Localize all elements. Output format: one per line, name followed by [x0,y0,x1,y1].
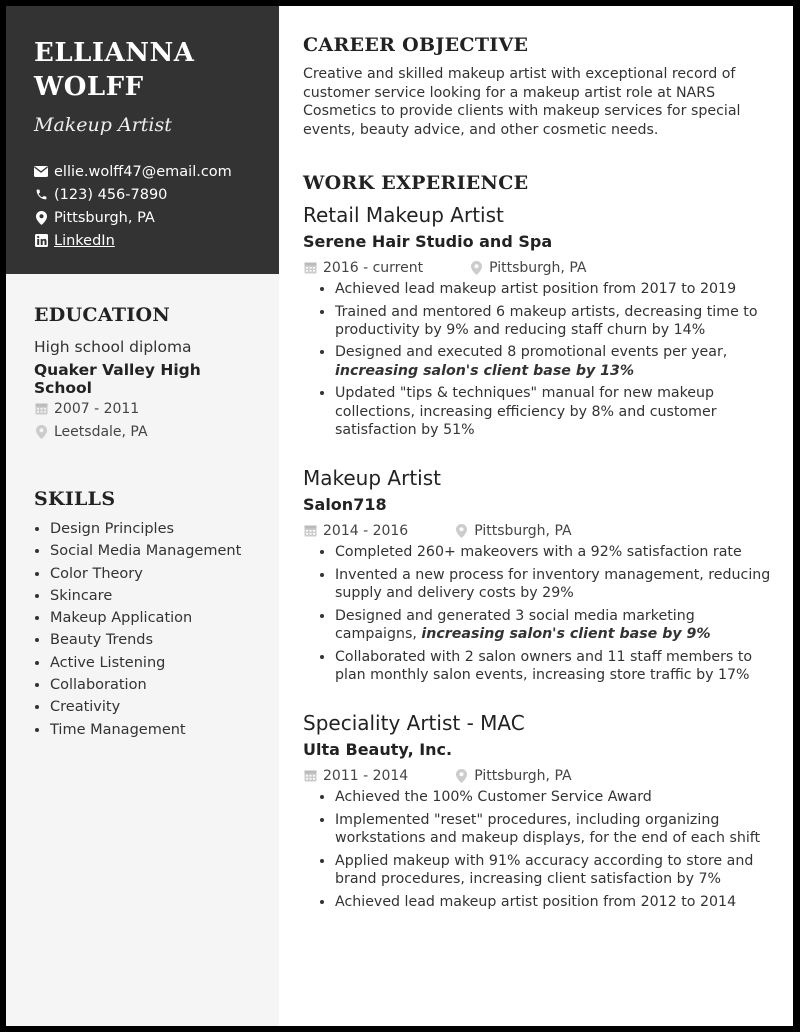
skill-item: • Design Principles [50,518,259,540]
job-title: Retail Makeup Artist [303,203,504,227]
contact-list [34,160,259,252]
job-location [469,256,586,279]
job-dates-text: 2014 - 2016 [323,522,409,539]
skills-list [34,518,259,741]
company-name: Serene Hair Studio and Spa [303,232,553,251]
skill-item: • Beauty Trends [50,629,259,651]
education-location [34,420,259,443]
linkedin-link[interactable]: LinkedIn [54,232,115,249]
job-title: Makeup Artist [303,466,441,491]
map-pin-icon [34,425,48,439]
objective-text: Creative and skilled makeup artist with exceptional record of customer service looking for a makeup artist role at NARS Cosmetics to provide clients with makeup services for special events, beauty advice, and other cosmetic needs. [303,66,741,138]
skill-item: • Social Media Management [50,540,259,562]
calendar-icon [303,769,317,783]
contact-linkedin [34,229,259,252]
education-school: Quaker Valley High School [34,361,201,397]
contact-location [34,206,259,229]
job-title: Speciality Artist - MAC [303,711,525,736]
skill-item: • Creativity [50,696,259,718]
job-bullets [303,543,773,684]
main-content [279,6,793,1026]
job-bullets [303,280,773,439]
company-name: Ulta Beauty, Inc. [303,740,453,760]
education-dates [34,397,259,420]
bullet-item: • Designed and executed 8 promotional events per year, increasing salon's client base by 13% [335,343,773,380]
job-title: Makeup Artist [34,114,172,136]
job-entry [303,710,773,911]
job-dates [303,256,423,279]
job-meta [303,519,773,542]
skill-item: • Skincare [50,585,259,607]
job-dates [303,519,408,542]
linkedin-icon [34,234,48,248]
skill-item: • Makeup Application [50,607,259,629]
job-dates-text: 2011 - 2014 [323,767,409,784]
education-section [6,304,279,443]
bullet-item: • Invented a new process for inventory management, reducing supply and delivery costs by 29% [335,566,773,603]
contact-email [34,160,259,183]
work-section [303,172,773,911]
phone-icon [34,188,48,202]
job-location-text: Pittsburgh, PA [474,767,572,784]
job-entry [303,465,773,684]
objective-heading: CAREER OBJECTIVE [303,34,529,56]
education-degree: High school diploma [34,338,192,356]
bullet-item: • Achieved the 100% Customer Service Award [335,788,773,806]
bullet-item: • Achieved lead makeup artist position from 2012 to 2014 [335,893,773,911]
skills-section [6,488,279,741]
map-pin-icon [454,524,468,538]
skill-item: • Color Theory [50,563,259,585]
job-location-text: Pittsburgh, PA [474,522,572,539]
job-meta [303,764,773,787]
map-pin-icon [34,211,48,225]
job-location-text: Pittsburgh, PA [489,259,587,276]
sidebar [6,6,279,1026]
header-block [6,6,279,274]
bullet-item: • Implemented "reset" procedures, including organizing workstations and makeup displays, for the end of each shift [335,811,773,848]
bullet-item: • Achieved lead makeup artist position from 2017 to 2019 [335,280,773,298]
job-meta [303,256,773,279]
full-name [34,36,259,104]
bullet-item: • Designed and generated 3 social media marketing campaigns, increasing salon's client base by 9% [335,607,773,644]
job-dates-text: 2016 - current [323,259,424,276]
education-location-text: Leetsdale, PA [54,423,148,440]
resume-page [6,6,793,1026]
bullet-item: • Updated "tips & techniques" manual for new makeup collections, increasing efficiency by 8% and customer satisfaction by 51% [335,384,773,439]
last-name: WOLFF [34,72,144,102]
calendar-icon [303,261,317,275]
education-heading: EDUCATION [34,304,170,326]
bullet-item: • Trained and mentored 6 makeup artists, decreasing time to productivity by 9% and reducing staff churn by 14% [335,303,773,340]
contact-phone [34,183,259,206]
skill-item: • Collaboration [50,674,259,696]
map-pin-icon [469,261,483,275]
objective-section [303,34,773,139]
calendar-icon [34,402,48,416]
first-name: ELLIANNA [34,38,195,68]
bullet-item: • Collaborated with 2 salon owners and 11 staff members to plan monthly salon events, increasing store traffic by 17% [335,648,773,685]
work-heading: WORK EXPERIENCE [303,172,529,194]
bullet-item: • Applied makeup with 91% accuracy according to store and brand procedures, increasing client satisfaction by 7% [335,852,773,889]
envelope-icon [34,165,48,179]
education-dates-text: 2007 - 2011 [54,400,140,417]
phone-text[interactable]: (123) 456-7890 [54,186,168,203]
bullet-item: • Completed 260+ makeovers with a 92% satisfaction rate [335,543,773,561]
job-location [454,519,571,542]
calendar-icon [303,524,317,538]
location-text: Pittsburgh, PA [54,209,155,226]
job-location [454,764,571,787]
job-dates [303,764,408,787]
skill-item: • Active Listening [50,652,259,674]
job-entry [303,202,773,439]
company-name: Salon718 [303,495,387,515]
skill-item: • Time Management [50,719,259,741]
email-text[interactable]: ellie.wolff47@email.com [54,163,232,180]
skills-heading: SKILLS [34,488,116,510]
job-bullets [303,788,773,911]
map-pin-icon [454,769,468,783]
